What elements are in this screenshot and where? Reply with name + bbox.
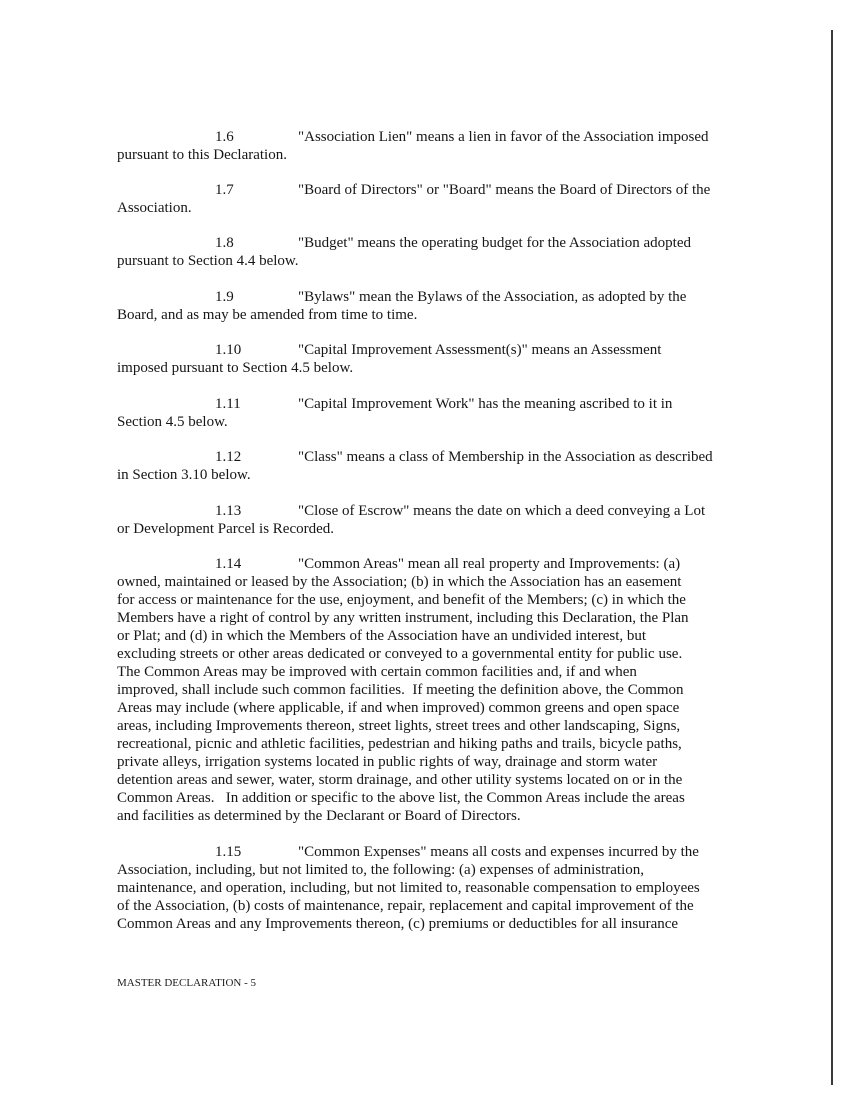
section-first-line [117, 234, 817, 252]
section-first-line [117, 181, 817, 199]
section-1-13 [117, 502, 817, 538]
section-line: maintenance, and operation, including, but not limited to, reasonable compensation to employees [117, 880, 700, 896]
section-line: detention areas and sewer, water, storm drainage, and other utility systems located on or in the [117, 772, 683, 788]
section-1-14 [117, 555, 817, 825]
section-line: The Common Areas may be improved with certain common facilities and, if and when [117, 664, 637, 680]
section-number: 1.12 [215, 449, 242, 465]
section-heading-text: "Budget" means the operating budget for the Association adopted [298, 235, 691, 251]
section-line: or Plat; and (d) in which the Members of the Association have an undivided interest, but [117, 628, 647, 644]
section-line: Members have a right of control by any written instrument, including this Declaration, the Plan [117, 610, 689, 626]
page-footer: MASTER DECLARATION - 5 [117, 977, 257, 989]
section-line: for access or maintenance for the use, enjoyment, and benefit of the Members; (c) in which the [117, 592, 686, 608]
section-number: 1.10 [215, 342, 242, 358]
section-line: of the Association, (b) costs of maintenance, repair, replacement and capital improvement of the [117, 898, 694, 914]
section-heading-text: "Common Expenses" means all costs and expenses incurred by the [298, 844, 699, 860]
section-first-line [117, 448, 817, 466]
section-heading-text: "Common Areas" mean all real property and Improvements: (a) [298, 556, 681, 572]
section-line: Association. [117, 200, 192, 216]
section-1-11 [117, 395, 817, 431]
section-number: 1.6 [215, 129, 234, 145]
section-line: Section 4.5 below. [117, 414, 228, 430]
section-line: Board, and as may be amended from time to time. [117, 307, 418, 323]
section-number: 1.9 [215, 289, 234, 305]
section-heading-text: "Close of Escrow" means the date on which a deed conveying a Lot [298, 503, 706, 519]
section-line: Association, including, but not limited to, the following: (a) expenses of administration, [117, 862, 644, 878]
section-line: recreational, picnic and athletic facilities, pedestrian and hiking paths and trails, bicycle paths, [117, 736, 682, 752]
scan-edge-line [831, 30, 833, 1085]
section-1-10 [117, 341, 817, 377]
section-1-8 [117, 234, 817, 270]
section-number: 1.11 [215, 396, 241, 412]
section-line: Common Areas. In addition or specific to the above list, the Common Areas include the areas [117, 790, 685, 806]
section-heading-text: "Class" means a class of Membership in the Association as described [298, 449, 713, 465]
section-heading-text: "Bylaws" mean the Bylaws of the Association, as adopted by the [298, 289, 687, 305]
section-heading-text: "Board of Directors" or "Board" means the Board of Directors of the [298, 182, 711, 198]
section-1-6 [117, 128, 817, 164]
section-line: Common Areas and any Improvements thereon, (c) premiums or deductibles for all insurance [117, 916, 679, 932]
section-first-line [117, 843, 817, 861]
section-line: pursuant to Section 4.4 below. [117, 253, 299, 269]
section-line: excluding streets or other areas dedicated or conveyed to a governmental entity for public use. [117, 646, 683, 662]
section-1-9 [117, 288, 817, 324]
section-first-line [117, 502, 817, 520]
section-heading-text: "Capital Improvement Work" has the meaning ascribed to it in [298, 396, 673, 412]
section-line: owned, maintained or leased by the Association; (b) in which the Association has an easement [117, 574, 682, 590]
section-first-line [117, 288, 817, 306]
section-first-line [117, 341, 817, 359]
section-number: 1.15 [215, 844, 242, 860]
section-number: 1.13 [215, 503, 242, 519]
section-line: private alleys, irrigation systems located in public rights of way, drainage and storm water [117, 754, 658, 770]
section-line: imposed pursuant to Section 4.5 below. [117, 360, 354, 376]
section-line: in Section 3.10 below. [117, 467, 251, 483]
section-1-7 [117, 181, 817, 217]
section-number: 1.8 [215, 235, 234, 251]
section-first-line [117, 555, 817, 573]
section-line: and facilities as determined by the Declarant or Board of Directors. [117, 808, 521, 824]
section-line: pursuant to this Declaration. [117, 147, 287, 163]
section-1-12 [117, 448, 817, 484]
section-heading-text: "Association Lien" means a lien in favor of the Association imposed [298, 129, 709, 145]
section-first-line [117, 395, 817, 413]
section-number: 1.7 [215, 182, 234, 198]
section-number: 1.14 [215, 556, 242, 572]
section-heading-text: "Capital Improvement Assessment(s)" means an Assessment [298, 342, 662, 358]
section-line: or Development Parcel is Recorded. [117, 521, 335, 537]
section-first-line [117, 128, 817, 146]
section-line: Areas may include (where applicable, if and when improved) common greens and open space [117, 700, 680, 716]
section-line: areas, including Improvements thereon, street lights, street trees and other landscaping, Signs, [117, 718, 681, 734]
section-line: improved, shall include such common facilities. If meeting the definition above, the Common [117, 682, 684, 698]
section-1-15 [117, 843, 817, 933]
